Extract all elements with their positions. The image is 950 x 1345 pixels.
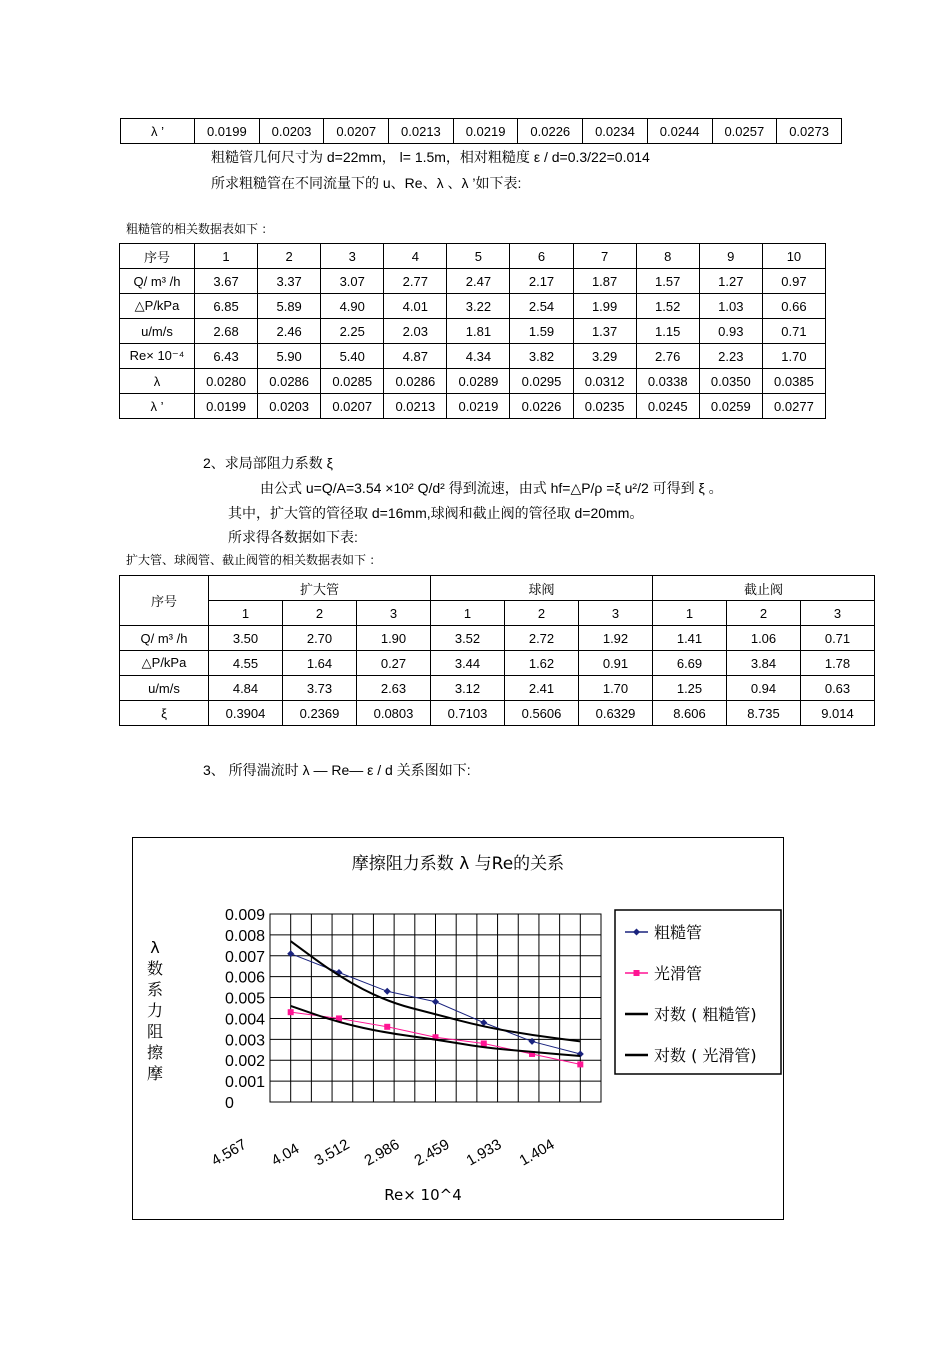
table-cell: 2.03 (384, 319, 447, 344)
table-cell: 2.46 (258, 319, 321, 344)
table-cell: 8.735 (727, 701, 801, 726)
table-cell: 0.6329 (579, 701, 653, 726)
table-row (121, 119, 842, 144)
section-2-formula: 由公式 u=Q/A=3.54 ×10² Q/d² 得到流速，由式 hf=△P/ρ =ξ u²/2 可得到 ξ 。 (260, 480, 723, 496)
table-cell: 3.84 (727, 651, 801, 676)
y-tick-label: 0.009 (225, 907, 266, 924)
table-row (120, 319, 826, 344)
column-header: 3 (801, 601, 875, 626)
table-cell: 0.0312 (573, 369, 636, 394)
chart-svg (133, 838, 783, 1219)
row-label: △P/kPa (120, 651, 209, 676)
x-tick-label: 1.933 (463, 1135, 505, 1170)
table-cell: 0.0207 (321, 394, 384, 419)
table-cell: 9.014 (801, 701, 875, 726)
table-cell: 2.41 (505, 676, 579, 701)
table-cell: 4.01 (384, 294, 447, 319)
table-subheader-row (120, 601, 875, 626)
table-cell: 1.52 (636, 294, 699, 319)
table-cell: 0.0234 (583, 119, 648, 144)
column-header: 1 (195, 244, 258, 269)
y-axis-label-char: λ (150, 938, 160, 957)
column-header: 5 (447, 244, 510, 269)
y-tick-label: 0.005 (225, 990, 266, 1008)
table-cell: 3.12 (431, 676, 505, 701)
table-cell: 1.57 (636, 269, 699, 294)
table-cell: 3.29 (573, 344, 636, 369)
table-cell: 2.54 (510, 294, 573, 319)
column-header: 3 (579, 601, 653, 626)
table-cell: 0.63 (801, 676, 875, 701)
data-point (481, 1041, 487, 1047)
table-cell: 0.0285 (321, 369, 384, 394)
table-row (120, 344, 826, 369)
table-cell: 0.0207 (324, 119, 389, 144)
legend-label: 光滑管 (654, 964, 703, 983)
table-cell: 3.07 (321, 269, 384, 294)
table-cell: 0.66 (762, 294, 825, 319)
y-tick-label: 0.003 (225, 1032, 266, 1050)
column-header: 7 (573, 244, 636, 269)
table-cell: 0.93 (699, 319, 762, 344)
table-cell: 3.22 (447, 294, 510, 319)
column-header: 10 (762, 244, 825, 269)
table-cell: 1.59 (510, 319, 573, 344)
y-tick-label: 0.002 (225, 1053, 266, 1071)
column-header: 3 (321, 244, 384, 269)
lambda-prime-table (120, 118, 842, 144)
table-cell: 6.85 (195, 294, 258, 319)
table-cell: 5.40 (321, 344, 384, 369)
y-tick-label: 0 (225, 1095, 234, 1112)
y-axis-label-char: 摩 (146, 1064, 164, 1083)
data-point (288, 1009, 294, 1015)
row-label: λ ’ (120, 394, 195, 419)
table-cell: 1.41 (653, 626, 727, 651)
table-cell: 1.27 (699, 269, 762, 294)
table-cell: 1.92 (579, 626, 653, 651)
table-cell: 2.72 (505, 626, 579, 651)
row-label: △P/kPa (120, 294, 195, 319)
table-cell: 0.3904 (209, 701, 283, 726)
group-header: 截止阀 (653, 576, 875, 601)
table-cell: 1.87 (573, 269, 636, 294)
y-tick-label: 0.004 (225, 1011, 266, 1029)
table-cell: 0.0259 (699, 394, 762, 419)
legend-marker (634, 970, 640, 976)
table-cell: 0.0338 (636, 369, 699, 394)
x-tick-label: 1.404 (516, 1135, 558, 1170)
table-cell: 0.0199 (195, 394, 258, 419)
table-cell: 6.43 (195, 344, 258, 369)
rough-table-caption: 粗糙管的相关数据表如下 ： (126, 222, 274, 236)
table-cell: 5.90 (258, 344, 321, 369)
table-cell: 0.0226 (518, 119, 583, 144)
table-cell: 8.606 (653, 701, 727, 726)
legend-label: 粗糙管 (654, 923, 703, 942)
table-cell: 2.76 (636, 344, 699, 369)
table-cell: 4.87 (384, 344, 447, 369)
row-label: λ ’ (121, 119, 195, 144)
group-header: 扩大管 (209, 576, 431, 601)
table-cell: 0.0289 (447, 369, 510, 394)
x-axis-label: Re× 10^4 (384, 1186, 462, 1204)
table-row (120, 651, 875, 676)
rough-pipe-table (119, 243, 826, 419)
table-cell: 0.97 (762, 269, 825, 294)
column-header: 1 (209, 601, 283, 626)
table-cell: 0.0199 (195, 119, 260, 144)
x-tick-label: 4.04 (268, 1140, 303, 1170)
column-header: 2 (727, 601, 801, 626)
table-cell: 0.0219 (453, 119, 518, 144)
rough-dims-text: 粗糙管几何尺寸为 d=22mm， l= 1.5m，相对粗糙度 ε / d=0.3/22=0.014 (211, 149, 650, 165)
table-cell: 2.70 (283, 626, 357, 651)
row-label: ξ (120, 701, 209, 726)
data-point (577, 1061, 583, 1067)
rough-intro-text: 所求粗糙管在不同流量下的 u、Re、λ 、λ ’如下表: (211, 175, 522, 191)
table-cell: 4.34 (447, 344, 510, 369)
group-header: 球阀 (431, 576, 653, 601)
table-cell: 1.70 (762, 344, 825, 369)
table-cell: 6.69 (653, 651, 727, 676)
table-cell: 1.78 (801, 651, 875, 676)
table-row (120, 269, 826, 294)
y-axis-label-char: 阻 (146, 1022, 164, 1041)
table-cell: 1.15 (636, 319, 699, 344)
y-tick-label: 0.006 (225, 969, 266, 987)
x-tick-label: 4.567 (208, 1135, 250, 1170)
row-header: 序号 (120, 576, 209, 626)
table-cell: 2.47 (447, 269, 510, 294)
row-label: Q/ m³ /h (120, 269, 195, 294)
table-cell: 3.44 (431, 651, 505, 676)
legend-label: 对数 ( 粗糙管) (654, 1005, 757, 1024)
table-cell: 1.37 (573, 319, 636, 344)
local-resistance-table (119, 575, 875, 726)
table-cell: 1.99 (573, 294, 636, 319)
table-cell: 0.0213 (389, 119, 454, 144)
table-cell: 2.63 (357, 676, 431, 701)
column-header: 9 (699, 244, 762, 269)
table-cell: 0.0226 (510, 394, 573, 419)
section-2-title: 2、求局部阻力系数 ξ (203, 455, 333, 471)
column-header: 2 (505, 601, 579, 626)
row-label: u/m/s (120, 676, 209, 701)
table-cell: 0.0203 (258, 394, 321, 419)
section-2-pipe-text: 其中，扩大管的管径取 d=16mm,球阀和截止阀的管径取 d=20mm。 (228, 505, 644, 521)
table-header-row (120, 244, 826, 269)
table-cell: 4.84 (209, 676, 283, 701)
table-cell: 3.37 (258, 269, 321, 294)
chart-title: 摩擦阻力系数 λ 与Re的关系 (351, 854, 565, 874)
table-cell: 3.82 (510, 344, 573, 369)
table-cell: 1.03 (699, 294, 762, 319)
section-3-title: 3、 所得湍流时 λ — Re— ε / d 关系图如下: (203, 762, 471, 778)
table-row (120, 369, 826, 394)
table-cell: 3.73 (283, 676, 357, 701)
column-header: 序号 (120, 244, 195, 269)
table-cell: 0.71 (801, 626, 875, 651)
table-cell: 0.94 (727, 676, 801, 701)
table-row (120, 676, 875, 701)
table-cell: 1.64 (283, 651, 357, 676)
table-cell: 4.90 (321, 294, 384, 319)
table-cell: 0.27 (357, 651, 431, 676)
table-cell: 0.7103 (431, 701, 505, 726)
table-cell: 0.0295 (510, 369, 573, 394)
table-cell: 0.0286 (258, 369, 321, 394)
table-cell: 1.70 (579, 676, 653, 701)
table-cell: 2.17 (510, 269, 573, 294)
x-tick-label: 2.459 (411, 1135, 453, 1170)
x-tick-label: 3.512 (311, 1135, 353, 1170)
table-cell: 0.0203 (259, 119, 324, 144)
table-cell: 0.0219 (447, 394, 510, 419)
table-cell: 0.0235 (573, 394, 636, 419)
y-tick-label: 0.007 (225, 948, 266, 966)
y-tick-label: 0.008 (225, 927, 266, 945)
table-cell: 2.68 (195, 319, 258, 344)
friction-chart (132, 837, 784, 1220)
table-row (120, 394, 826, 419)
section-2-intro: 所求得各数据如下表: (228, 529, 358, 545)
column-header: 3 (357, 601, 431, 626)
table-cell: 3.50 (209, 626, 283, 651)
table-cell: 0.0257 (712, 119, 777, 144)
table-cell: 0.0244 (647, 119, 712, 144)
column-header: 6 (510, 244, 573, 269)
row-label: λ (120, 369, 195, 394)
y-axis-label-char: 力 (146, 1001, 164, 1020)
table-row (120, 294, 826, 319)
table-cell: 0.71 (762, 319, 825, 344)
table-cell: 1.81 (447, 319, 510, 344)
table-cell: 0.0286 (384, 369, 447, 394)
column-header: 1 (431, 601, 505, 626)
table-row (120, 626, 875, 651)
table-cell: 0.0280 (195, 369, 258, 394)
table-cell: 0.0213 (384, 394, 447, 419)
table-cell: 1.90 (357, 626, 431, 651)
table-cell: 1.25 (653, 676, 727, 701)
table-cell: 2.77 (384, 269, 447, 294)
table-cell: 5.89 (258, 294, 321, 319)
table-row (120, 701, 875, 726)
table-cell: 1.62 (505, 651, 579, 676)
table-cell: 0.5606 (505, 701, 579, 726)
y-tick-label: 0.001 (225, 1074, 266, 1092)
table-cell: 0.0273 (777, 119, 842, 144)
table-cell: 0.0803 (357, 701, 431, 726)
table-cell: 2.25 (321, 319, 384, 344)
table-cell: 0.0277 (762, 394, 825, 419)
table-group-row (120, 576, 875, 601)
column-header: 8 (636, 244, 699, 269)
table-cell: 2.23 (699, 344, 762, 369)
row-label: Q/ m³ /h (120, 626, 209, 651)
y-axis-label-char: 数 (146, 959, 164, 978)
legend-label: 对数 ( 光滑管) (654, 1046, 757, 1065)
table-cell: 0.2369 (283, 701, 357, 726)
table-cell: 3.52 (431, 626, 505, 651)
data-point (384, 1024, 390, 1030)
table-cell: 0.0245 (636, 394, 699, 419)
table-cell: 0.0350 (699, 369, 762, 394)
y-axis-label-char: 系 (146, 980, 164, 999)
x-tick-label: 2.986 (361, 1135, 403, 1170)
column-header: 4 (384, 244, 447, 269)
column-header: 2 (258, 244, 321, 269)
y-axis-label-char: 擦 (146, 1043, 164, 1062)
column-header: 2 (283, 601, 357, 626)
local-table-caption: 扩大管、球阀管、截止阀管的相关数据表如下 ： (126, 553, 382, 567)
row-label: u/m/s (120, 319, 195, 344)
column-header: 1 (653, 601, 727, 626)
table-cell: 4.55 (209, 651, 283, 676)
table-cell: 1.06 (727, 626, 801, 651)
table-cell: 0.91 (579, 651, 653, 676)
row-label: Re× 10⁻⁴ (120, 344, 195, 369)
table-cell: 3.67 (195, 269, 258, 294)
table-cell: 0.0385 (762, 369, 825, 394)
